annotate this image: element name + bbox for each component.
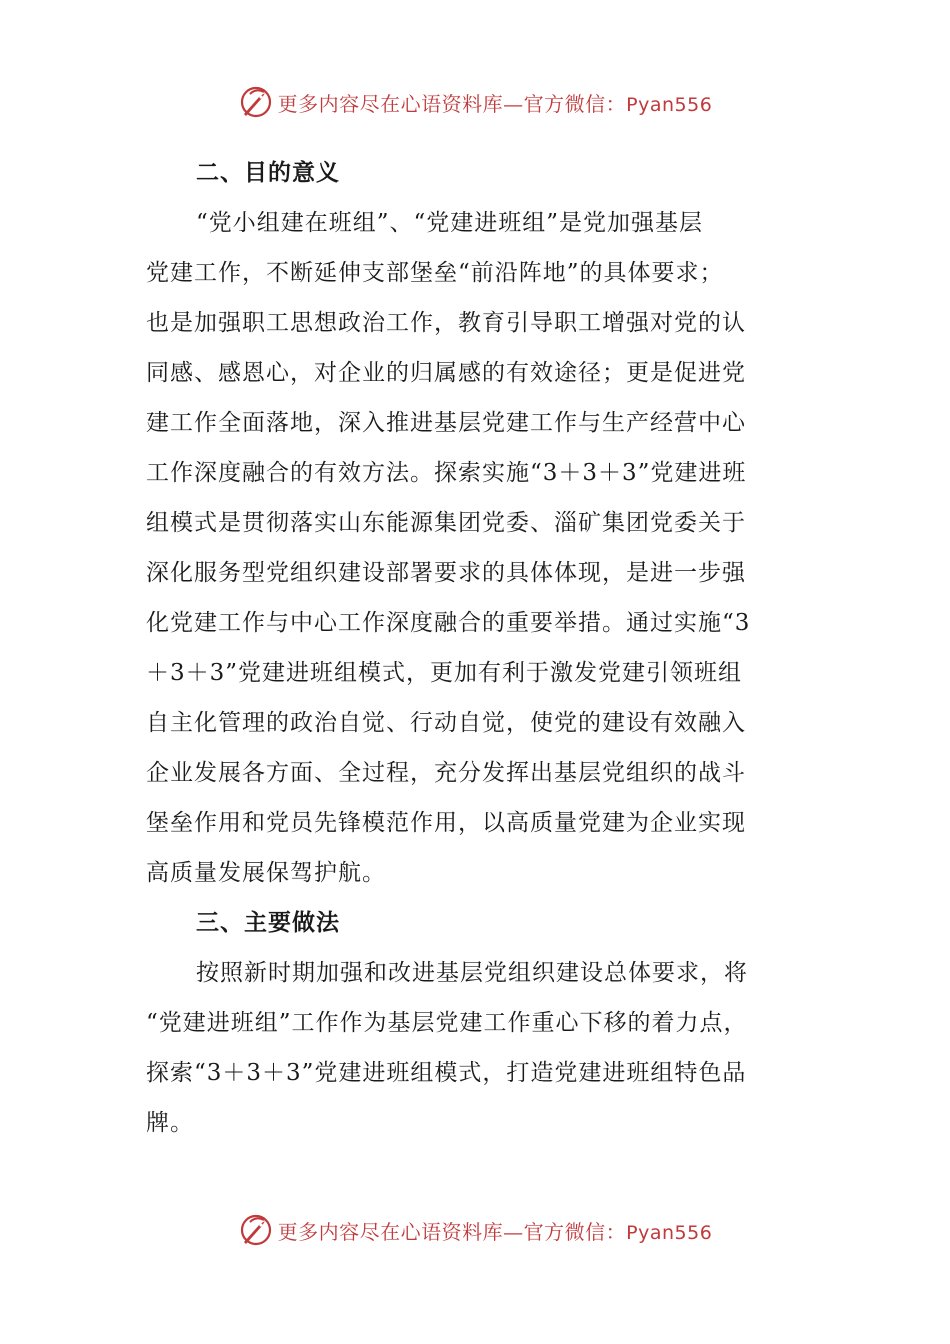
paragraph-line: 同感、感恩心，对企业的归属感的有效途径；更是促进党 xyxy=(146,360,746,386)
paragraph-line: 堡垒作用和党员先锋模范作用，以高质量党建为企业实现 xyxy=(146,810,746,836)
header-watermark xyxy=(0,82,950,122)
paragraph-line: 组模式是贯彻落实山东能源集团党委、淄矿集团党委关于 xyxy=(146,510,746,536)
paragraph-line: ＋3＋3”党建进班组模式，更加有利于激发党建引领班组 xyxy=(146,660,743,686)
paragraph-line: 探索“3＋3＋3”党建进班组模式，打造党建进班组特色品 xyxy=(146,1060,747,1086)
paragraph-line: 自主化管理的政治自觉、行动自觉，使党的建设有效融入 xyxy=(146,710,746,736)
paragraph-line: 化党建工作与中心工作深度融合的重要举措。通过实施“3 xyxy=(146,610,751,636)
watermark-text: 更多内容尽在心语资料库—官方微信：Pyan556 xyxy=(277,91,713,116)
paragraph-line: 党建工作，不断延伸支部堡垒“前沿阵地”的具体要求； xyxy=(146,260,724,286)
section-heading-purpose: 二、目的意义 xyxy=(196,160,340,186)
footer-watermark xyxy=(0,1210,950,1250)
pen-nib-logo-icon xyxy=(238,1212,274,1248)
paragraph-line: 牌。 xyxy=(146,1110,194,1136)
watermark-text: 更多内容尽在心语资料库—官方微信：Pyan556 xyxy=(277,1219,713,1244)
paragraph-line: “党建进班组”工作作为基层党建工作重心下移的着力点， xyxy=(146,1010,748,1036)
paragraph-line: 工作深度融合的有效方法。探索实施“3＋3＋3”党建进班 xyxy=(146,460,747,486)
paragraph-line: 深化服务型党组织建设部署要求的具体体现，是进一步强 xyxy=(146,560,746,586)
paragraph-line: 企业发展各方面、全过程，充分发挥出基层党组织的战斗 xyxy=(146,760,746,786)
paragraph-line: 建工作全面落地，深入推进基层党建工作与生产经营中心 xyxy=(146,410,746,436)
paragraph-line: 高质量发展保驾护航。 xyxy=(146,860,386,886)
section-heading-methods: 三、主要做法 xyxy=(196,910,340,936)
paragraph-line: “党小组建在班组”、“党建进班组”是党加强基层 xyxy=(196,210,704,236)
paragraph-line: 也是加强职工思想政治工作，教育引导职工增强对党的认 xyxy=(146,310,746,336)
document-body xyxy=(146,148,806,1148)
paragraph-line: 按照新时期加强和改进基层党组织建设总体要求，将 xyxy=(196,960,748,986)
pen-nib-logo-icon xyxy=(238,84,274,120)
